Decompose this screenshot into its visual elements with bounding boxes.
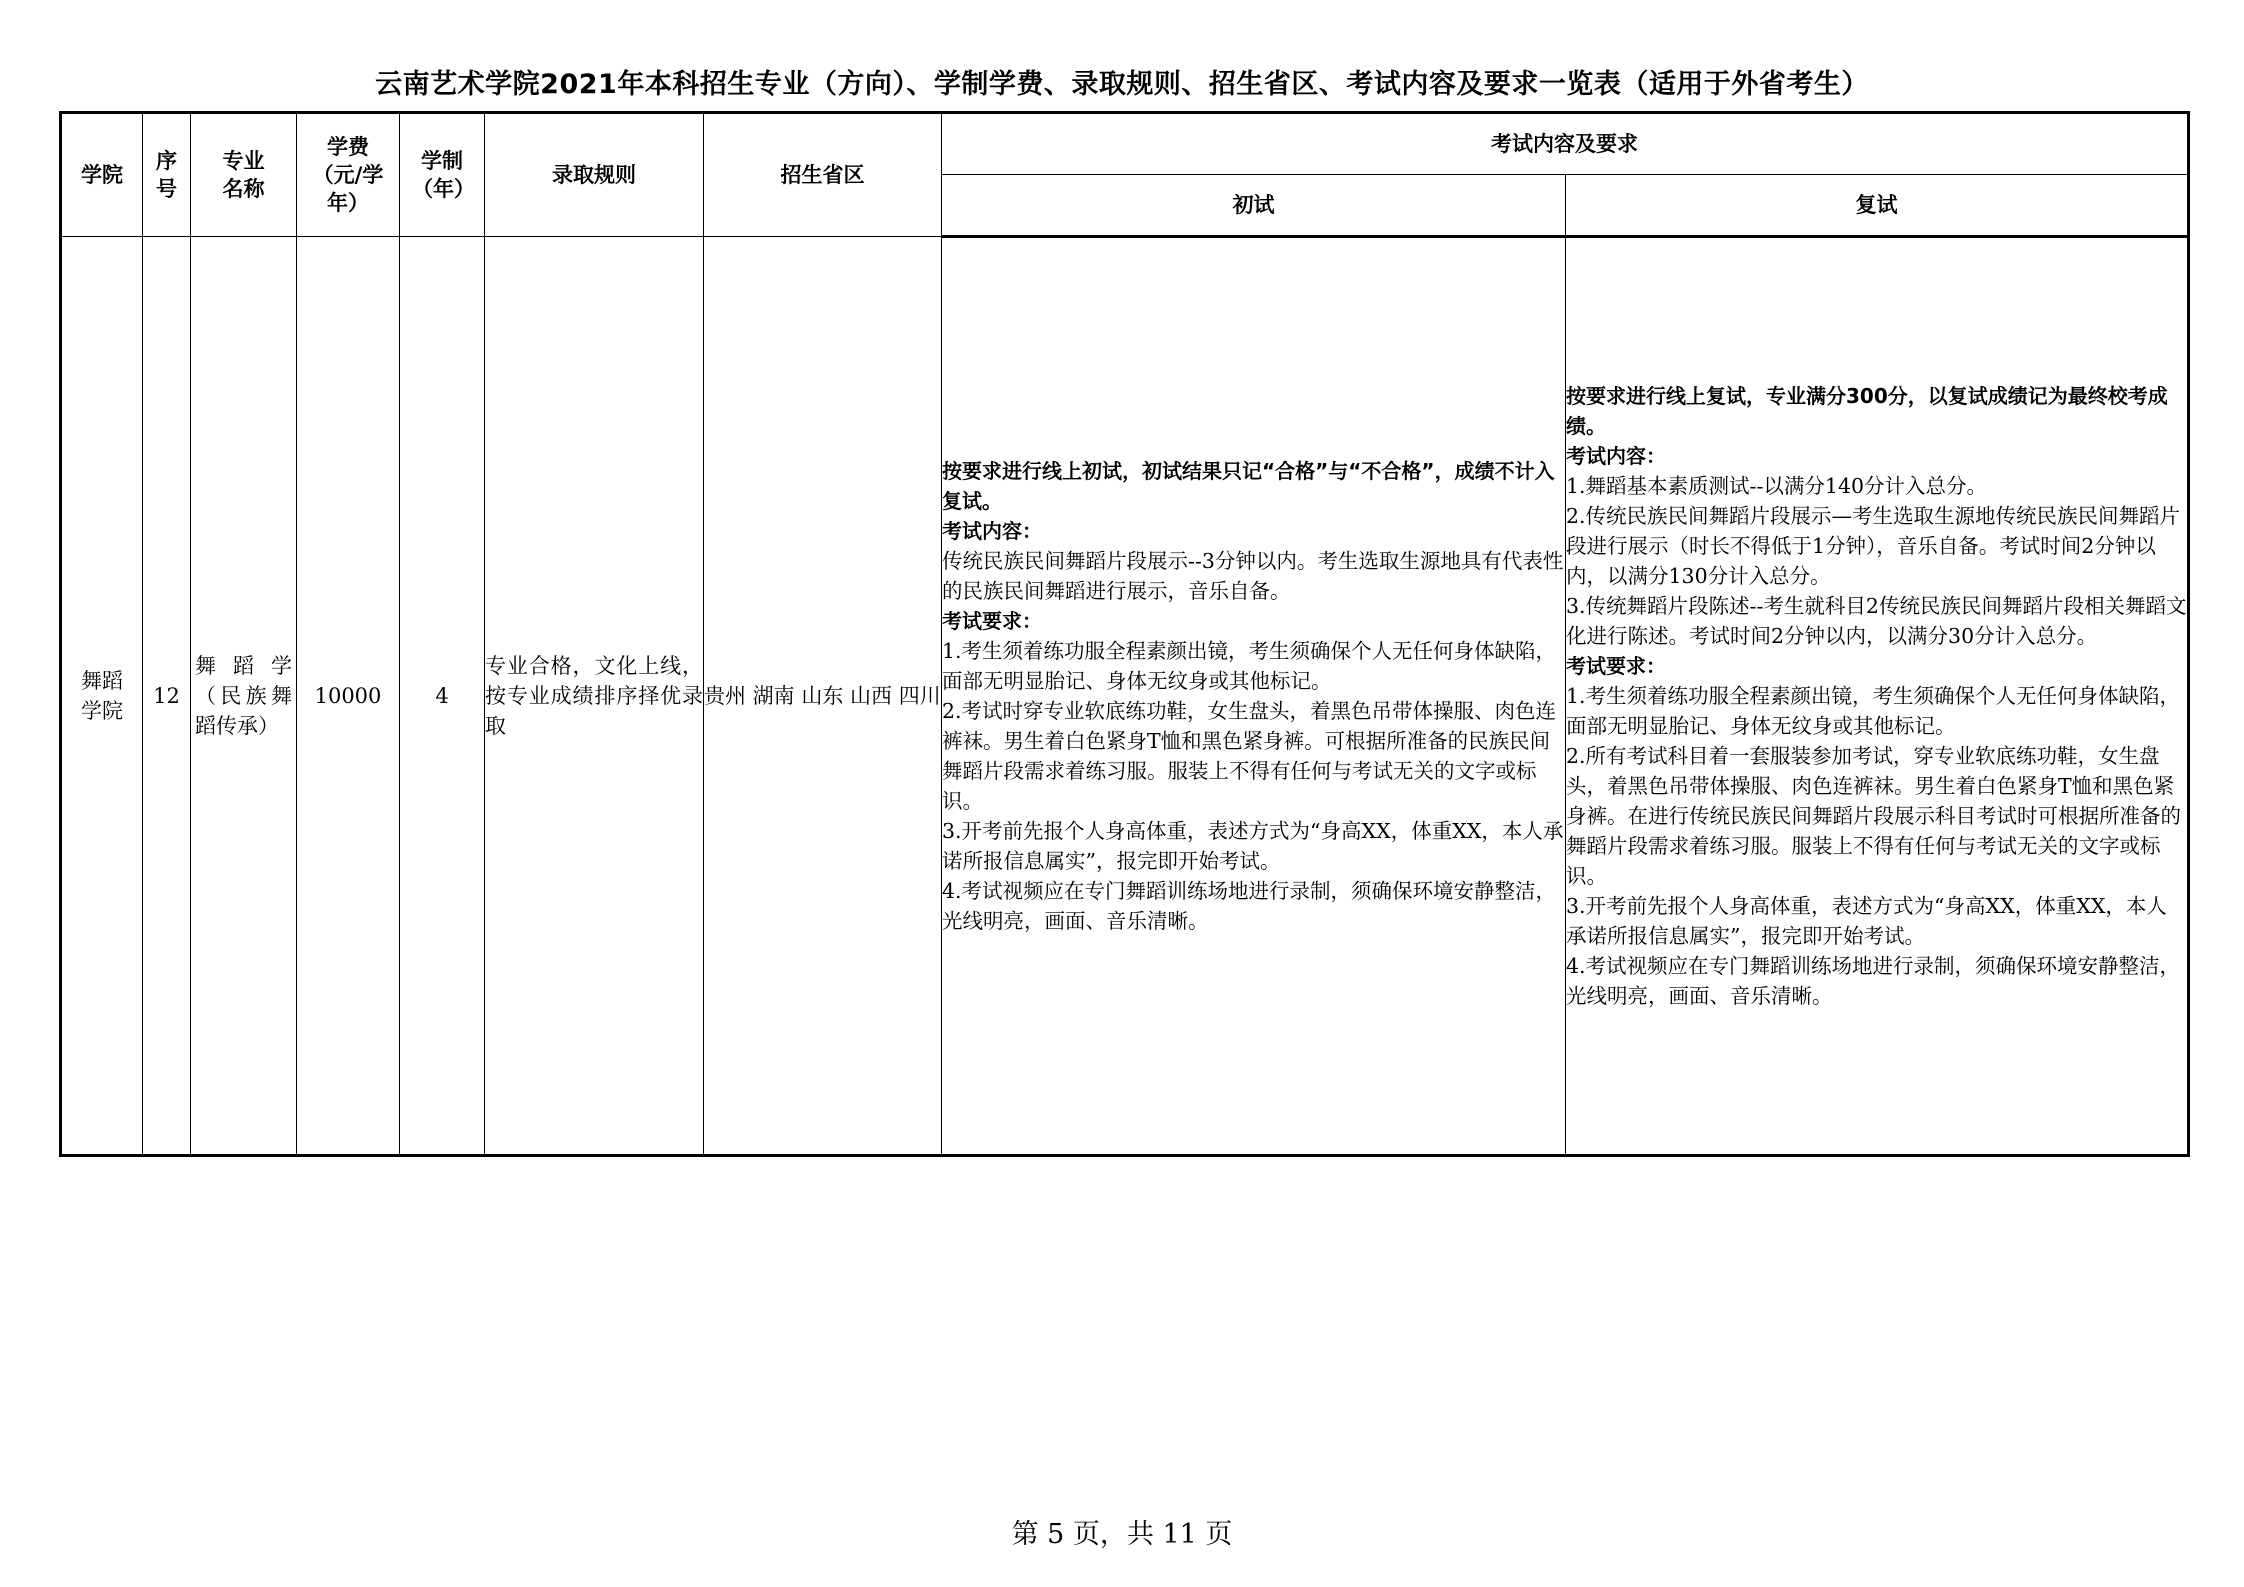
header-prelim: 初试 [942,175,1566,237]
header-final: 复试 [1566,175,2189,237]
header-seq: 序号 [143,113,191,237]
prelim-req-1: 1.考生须着练功服全程素颜出镜，考生须确保个人无任何身体缺陷，面部无明显胎记、身体无纹身或其他标记。 [942,639,1557,693]
document-title: 云南艺术学院2021年本科招生专业（方向）、学制学费、录取规则、招生省区、考试内容及要求一览表（适用于外省考生） [375,69,1869,100]
final-intro: 按要求进行线上复试，专业满分300分，以复试成绩记为最终校考成绩。 [1566,384,2168,438]
prelim-req-3: 3.开考前先报个人身高体重，表述方式为“身高XX，体重XX，本人承诺所报信息属实”，报完即开始考试。 [942,819,1564,873]
prelim-req-label: 考试要求： [942,609,1042,633]
header-college: 学院 [61,113,143,237]
header-tuition: 学费（元/学年） [297,113,400,237]
cell-final [1566,237,2189,1156]
cell-major: 舞蹈学（民族舞蹈传承） [191,237,297,1156]
table-row [61,237,2189,1156]
header-provinces: 招生省区 [704,113,942,237]
admission-table [59,111,2190,1157]
final-content-1: 1.舞蹈基本素质测试--以满分140分计入总分。 [1566,474,1988,498]
final-req-3: 3.开考前先报个人身高体重，表述方式为“身高XX，体重XX，本人承诺所报信息属实”，报完即开始考试。 [1566,894,2167,948]
header-duration: 学制（年） [400,113,485,237]
prelim-content: 传统民族民间舞蹈片段展示--3分钟以内。考生选取生源地具有代表性的民族民间舞蹈进行展示，音乐自备。 [942,549,1564,603]
cell-prelim [942,237,1566,1156]
final-content-label: 考试内容： [1566,444,1666,468]
cell-rule: 专业合格，文化上线，按专业成绩排序择优录取 [485,237,704,1156]
cell-duration: 4 [400,237,485,1156]
cell-tuition: 10000 [297,237,400,1156]
cell-seq: 12 [143,237,191,1156]
prelim-intro: 按要求进行线上初试，初试结果只记“合格”与“不合格”，成绩不计入复试。 [942,459,1555,513]
header-row-1 [61,113,2189,175]
final-content-3: 3.传统舞蹈片段陈述--考生就科目2传统民族民间舞蹈片段相关舞蹈文化进行陈述。考试时间2分钟以内，以满分30分计入总分。 [1566,594,2187,648]
final-req-1: 1.考生须着练功服全程素颜出镜，考生须确保个人无任何身体缺陷，面部无明显胎记、身体无纹身或其他标记。 [1566,684,2181,738]
header-rule: 录取规则 [485,113,704,237]
final-req-4: 4.考试视频应在专门舞蹈训练场地进行录制，须确保环境安静整洁，光线明亮，画面、音乐清晰。 [1566,954,2181,1008]
prelim-content-label: 考试内容： [942,519,1042,543]
prelim-req-2: 2.考试时穿专业软底练功鞋，女生盘头，着黑色吊带体操服、肉色连裤袜。男生着白色紧身T恤和黑色紧身裤。可根据所准备的民族民间舞蹈片段需求着练习服。服装上不得有任何与考试无关的文字或标识。 [942,699,1557,813]
final-req-2: 2.所有考试科目着一套服装参加考试，穿专业软底练功鞋，女生盘头，着黑色吊带体操服、肉色连裤袜。男生着白色紧身T恤和黑色紧身裤。在进行传统民族民间舞蹈片段展示科目考试时可根据所准备的舞蹈片段需求着练习服。服装上不得有任何与考试无关的文字或标识。 [1566,744,2181,888]
final-req-label: 考试要求： [1566,654,1666,678]
header-major: 专业名称 [191,113,297,237]
prelim-req-4: 4.考试视频应在专门舞蹈训练场地进行录制，须确保环境安静整洁，光线明亮，画面、音乐清晰。 [942,879,1557,933]
cell-college: 舞蹈学院 [61,237,143,1156]
cell-provinces: 贵州 湖南 山东 山西 四川 [704,237,942,1156]
page-number: 第 5 页，共 11 页 [1011,1519,1233,1550]
header-exam-group: 考试内容及要求 [942,113,2189,175]
final-content-2: 2.传统民族民间舞蹈片段展示—考生选取生源地传统民族民间舞蹈片段进行展示（时长不得低于1分钟），音乐自备。考试时间2分钟以内，以满分130分计入总分。 [1566,504,2181,588]
